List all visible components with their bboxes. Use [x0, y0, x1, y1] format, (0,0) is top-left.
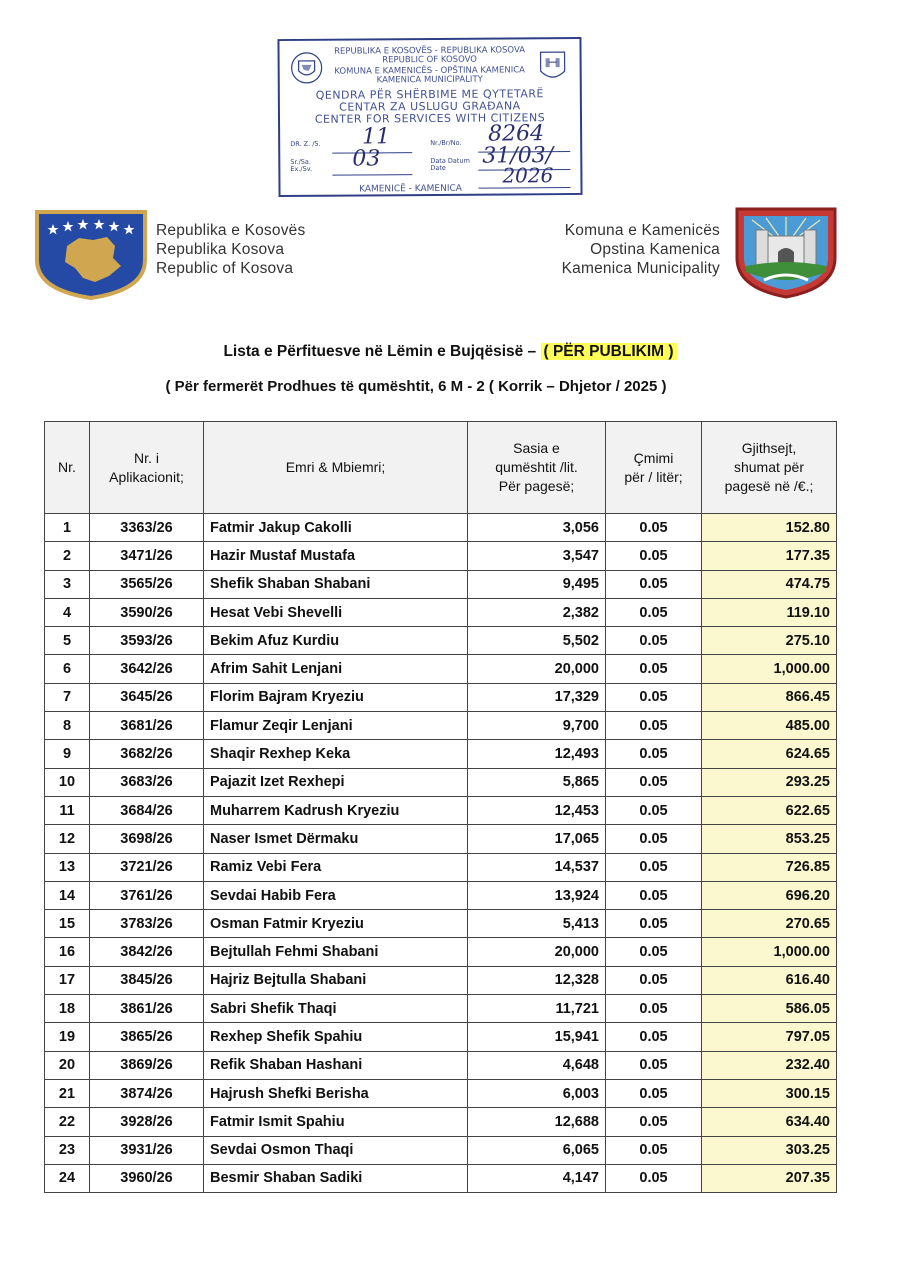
- cell-nr: 10: [45, 768, 90, 796]
- col-header-nr: Nr.: [45, 422, 90, 514]
- cell-quantity: 2,382: [468, 598, 606, 626]
- cell-name: Pajazit Izet Rexhepi: [204, 768, 468, 796]
- cell-nr: 16: [45, 938, 90, 966]
- table-row: [45, 598, 837, 626]
- cell-total: 1,000.00: [702, 938, 837, 966]
- cell-total: 622.65: [702, 796, 837, 824]
- cell-name: Rexhep Shefik Spahiu: [204, 1023, 468, 1051]
- cell-name: Ramiz Vebi Fera: [204, 853, 468, 881]
- cell-total: 270.65: [702, 910, 837, 938]
- cell-nr: 19: [45, 1023, 90, 1051]
- stamp-field4-label: Data Datum Date: [430, 156, 470, 172]
- stamp-text-line6: CENTAR ZA USLUGU GRAĐANA: [339, 99, 521, 114]
- cell-total: 1,000.00: [702, 655, 837, 683]
- table-row: [45, 655, 837, 683]
- table-row: [45, 1108, 837, 1136]
- table-row: [45, 740, 837, 768]
- header-right-line3: Kamenica Municipality: [561, 260, 720, 277]
- stamp-footer: KAMENICË - KAMENICA: [359, 183, 462, 195]
- cell-quantity: 6,065: [468, 1136, 606, 1164]
- cell-application-nr: 3593/26: [90, 627, 204, 655]
- cell-name: Sevdai Habib Fera: [204, 881, 468, 909]
- cell-total: 300.15: [702, 1079, 837, 1107]
- cell-total: 303.25: [702, 1136, 837, 1164]
- cell-price: 0.05: [606, 1164, 702, 1192]
- cell-quantity: 14,537: [468, 853, 606, 881]
- table-row: [45, 570, 837, 598]
- cell-quantity: 6,003: [468, 1079, 606, 1107]
- cell-name: Hesat Vebi Shevelli: [204, 598, 468, 626]
- cell-nr: 4: [45, 598, 90, 626]
- cell-name: Shefik Shaban Shabani: [204, 570, 468, 598]
- table-row: [45, 1136, 837, 1164]
- table-row: [45, 966, 837, 994]
- cell-quantity: 9,700: [468, 712, 606, 740]
- cell-application-nr: 3861/26: [90, 995, 204, 1023]
- cell-application-nr: 3681/26: [90, 712, 204, 740]
- table-row: [45, 825, 837, 853]
- cell-application-nr: 3960/26: [90, 1164, 204, 1192]
- cell-name: Bejtullah Fehmi Shabani: [204, 938, 468, 966]
- cell-application-nr: 3869/26: [90, 1051, 204, 1079]
- cell-quantity: 11,721: [468, 995, 606, 1023]
- cell-quantity: 12,453: [468, 796, 606, 824]
- cell-quantity: 20,000: [468, 655, 606, 683]
- cell-total: 616.40: [702, 966, 837, 994]
- cell-total: 485.00: [702, 712, 837, 740]
- kamenica-coat-of-arms-icon: [734, 206, 838, 300]
- cell-nr: 21: [45, 1079, 90, 1107]
- cell-nr: 24: [45, 1164, 90, 1192]
- header-left-line1: Republika e Kosovës: [156, 222, 306, 239]
- header-right-municipality: [562, 221, 720, 278]
- cell-nr: 2: [45, 542, 90, 570]
- cell-nr: 15: [45, 910, 90, 938]
- cell-total: 232.40: [702, 1051, 837, 1079]
- cell-nr: 5: [45, 627, 90, 655]
- cell-quantity: 17,065: [468, 825, 606, 853]
- stamp-field1-value: 11: [362, 124, 391, 150]
- cell-quantity: 20,000: [468, 938, 606, 966]
- cell-name: Bekim Afuz Kurdiu: [204, 627, 468, 655]
- cell-price: 0.05: [606, 712, 702, 740]
- cell-nr: 3: [45, 570, 90, 598]
- cell-price: 0.05: [606, 853, 702, 881]
- cell-name: Sabri Shefik Thaqi: [204, 995, 468, 1023]
- cell-name: Flamur Zeqir Lenjani: [204, 712, 468, 740]
- col-header-price: Çmimi për / litër;: [606, 422, 702, 514]
- table-row: [45, 1023, 837, 1051]
- cell-application-nr: 3683/26: [90, 768, 204, 796]
- cell-nr: 17: [45, 966, 90, 994]
- cell-name: Naser Ismet Dërmaku: [204, 825, 468, 853]
- cell-application-nr: 3642/26: [90, 655, 204, 683]
- table-row: [45, 881, 837, 909]
- table-row: [45, 514, 837, 542]
- stamp-text-line2: REPUBLIC OF KOSOVO: [382, 54, 477, 66]
- header-left-country: [156, 221, 305, 278]
- stamp-field2-label: Nr./Br/No.: [430, 138, 462, 147]
- cell-total: 275.10: [702, 627, 837, 655]
- cell-quantity: 17,329: [468, 683, 606, 711]
- document-subtitle: ( Për fermerët Prodhues të qumështit, 6 M - 2 ( Korrik – Dhjetor / 2025 ): [165, 378, 667, 395]
- cell-price: 0.05: [606, 1051, 702, 1079]
- cell-quantity: 4,648: [468, 1051, 606, 1079]
- cell-quantity: 12,688: [468, 1108, 606, 1136]
- table-row: [45, 853, 837, 881]
- cell-price: 0.05: [606, 1079, 702, 1107]
- table-row: [45, 1079, 837, 1107]
- table-row: [45, 712, 837, 740]
- cell-application-nr: 3842/26: [90, 938, 204, 966]
- cell-name: Fatmir Jakup Cakolli: [204, 514, 468, 542]
- cell-name: Hajriz Bejtulla Shabani: [204, 966, 468, 994]
- col-header-quantity: Sasia e qumështit /lit. Për pagesë;: [468, 422, 606, 514]
- cell-price: 0.05: [606, 966, 702, 994]
- cell-price: 0.05: [606, 598, 702, 626]
- header-left-line3: Republic of Kosova: [156, 260, 294, 277]
- cell-total: 634.40: [702, 1108, 837, 1136]
- stamp-text-line4: KAMENICA MUNICIPALITY: [376, 74, 483, 86]
- stamp-field4-value: 31/03/: [482, 143, 554, 169]
- cell-application-nr: 3845/26: [90, 966, 204, 994]
- cell-application-nr: 3761/26: [90, 881, 204, 909]
- cell-application-nr: 3698/26: [90, 825, 204, 853]
- cell-quantity: 12,493: [468, 740, 606, 768]
- cell-total: 726.85: [702, 853, 837, 881]
- cell-name: Hajrush Shefki Berisha: [204, 1079, 468, 1107]
- cell-price: 0.05: [606, 995, 702, 1023]
- table-row: [45, 768, 837, 796]
- cell-total: 177.35: [702, 542, 837, 570]
- cell-nr: 12: [45, 825, 90, 853]
- cell-total: 696.20: [702, 881, 837, 909]
- table-row: [45, 995, 837, 1023]
- cell-price: 0.05: [606, 881, 702, 909]
- cell-quantity: 13,924: [468, 881, 606, 909]
- cell-name: Fatmir Ismit Spahiu: [204, 1108, 468, 1136]
- cell-name: Osman Fatmir Kryeziu: [204, 910, 468, 938]
- cell-application-nr: 3931/26: [90, 1136, 204, 1164]
- cell-quantity: 3,056: [468, 514, 606, 542]
- cell-quantity: 3,547: [468, 542, 606, 570]
- cell-name: Refik Shaban Hashani: [204, 1051, 468, 1079]
- cell-application-nr: 3645/26: [90, 683, 204, 711]
- table-header-row: [45, 422, 837, 514]
- cell-name: Florim Bajram Kryeziu: [204, 683, 468, 711]
- cell-name: Afrim Sahit Lenjani: [204, 655, 468, 683]
- stamp-field3-value: 03: [352, 146, 381, 172]
- cell-application-nr: 3928/26: [90, 1108, 204, 1136]
- cell-price: 0.05: [606, 655, 702, 683]
- beneficiaries-table: [44, 421, 837, 1193]
- cell-application-nr: 3682/26: [90, 740, 204, 768]
- col-header-application-nr: Nr. i Aplikacionit;: [90, 422, 204, 514]
- cell-quantity: 4,147: [468, 1164, 606, 1192]
- stamp-field3-label: Sr./Sa. Ex./Sv.: [290, 157, 313, 173]
- cell-nr: 6: [45, 655, 90, 683]
- cell-total: 797.05: [702, 1023, 837, 1051]
- cell-nr: 13: [45, 853, 90, 881]
- cell-application-nr: 3721/26: [90, 853, 204, 881]
- table-row: [45, 1051, 837, 1079]
- cell-application-nr: 3865/26: [90, 1023, 204, 1051]
- document-title-main: Lista e Përfituesve në Lëmin e Bujqësisë –: [223, 343, 537, 360]
- cell-application-nr: 3471/26: [90, 542, 204, 570]
- col-header-name: Emri & Mbiemri;: [204, 422, 468, 514]
- cell-application-nr: 3783/26: [90, 910, 204, 938]
- cell-application-nr: 3590/26: [90, 598, 204, 626]
- cell-price: 0.05: [606, 1108, 702, 1136]
- cell-price: 0.05: [606, 1023, 702, 1051]
- cell-price: 0.05: [606, 542, 702, 570]
- cell-price: 0.05: [606, 938, 702, 966]
- cell-application-nr: 3363/26: [90, 514, 204, 542]
- cell-price: 0.05: [606, 740, 702, 768]
- cell-price: 0.05: [606, 627, 702, 655]
- cell-price: 0.05: [606, 1136, 702, 1164]
- cell-quantity: 15,941: [468, 1023, 606, 1051]
- cell-nr: 20: [45, 1051, 90, 1079]
- cell-price: 0.05: [606, 768, 702, 796]
- cell-nr: 23: [45, 1136, 90, 1164]
- cell-nr: 9: [45, 740, 90, 768]
- cell-nr: 18: [45, 995, 90, 1023]
- header-right-line1: Komuna e Kamenicës: [564, 222, 720, 239]
- stamp-text-line7: CENTER FOR SERVICES WITH CITIZENS: [314, 111, 546, 126]
- stamp-field5-value: 2026: [502, 163, 554, 188]
- cell-nr: 8: [45, 712, 90, 740]
- cell-total: 474.75: [702, 570, 837, 598]
- header-left-line2: Republika Kosova: [156, 241, 285, 258]
- cell-quantity: 9,495: [468, 570, 606, 598]
- cell-name: Sevdai Osmon Thaqi: [204, 1136, 468, 1164]
- cell-nr: 1: [45, 514, 90, 542]
- cell-total: 586.05: [702, 995, 837, 1023]
- table-row: [45, 1164, 837, 1192]
- table-row: [45, 542, 837, 570]
- cell-total: 293.25: [702, 768, 837, 796]
- kosovo-coat-of-arms-icon: [35, 210, 147, 300]
- col-header-total: Gjithsejt, shumat për pagesë në /€.;: [702, 422, 837, 514]
- cell-price: 0.05: [606, 825, 702, 853]
- cell-name: Hazir Mustaf Mustafa: [204, 542, 468, 570]
- cell-price: 0.05: [606, 910, 702, 938]
- table-row: [45, 910, 837, 938]
- cell-application-nr: 3684/26: [90, 796, 204, 824]
- header-right-line2: Opstina Kamenica: [590, 241, 720, 258]
- cell-price: 0.05: [606, 796, 702, 824]
- stamp-text-line1: REPUBLIKA E KOSOVËS - REPUBLIKA KOSOVA: [334, 45, 526, 57]
- document-title: [0, 343, 900, 361]
- publication-highlight: ( PËR PUBLIKIM ): [541, 343, 677, 360]
- cell-price: 0.05: [606, 514, 702, 542]
- cell-name: Muharrem Kadrush Kryeziu: [204, 796, 468, 824]
- stamp-text-line3: KOMUNA E KAMENICËS - OPŠTINA KAMENICA: [334, 65, 526, 77]
- stamp-field1-label: DR. Z. /S.: [290, 139, 321, 148]
- cell-total: 866.45: [702, 683, 837, 711]
- cell-name: Shaqir Rexhep Keka: [204, 740, 468, 768]
- cell-quantity: 5,502: [468, 627, 606, 655]
- cell-nr: 7: [45, 683, 90, 711]
- cell-total: 853.25: [702, 825, 837, 853]
- cell-quantity: 12,328: [468, 966, 606, 994]
- table-row: [45, 627, 837, 655]
- cell-nr: 11: [45, 796, 90, 824]
- table-row: [45, 796, 837, 824]
- cell-total: 207.35: [702, 1164, 837, 1192]
- cell-quantity: 5,865: [468, 768, 606, 796]
- cell-nr: 22: [45, 1108, 90, 1136]
- cell-total: 624.65: [702, 740, 837, 768]
- cell-price: 0.05: [606, 683, 702, 711]
- cell-total: 152.80: [702, 514, 837, 542]
- cell-quantity: 5,413: [468, 910, 606, 938]
- cell-application-nr: 3874/26: [90, 1079, 204, 1107]
- table-row: [45, 683, 837, 711]
- cell-price: 0.05: [606, 570, 702, 598]
- cell-name: Besmir Shaban Sadiki: [204, 1164, 468, 1192]
- cell-application-nr: 3565/26: [90, 570, 204, 598]
- stamp-field2-value: 8264: [488, 121, 545, 147]
- stamp-text-line5: QENDRA PËR SHËRBIME ME QYTETARË: [315, 87, 545, 102]
- table-row: [45, 938, 837, 966]
- cell-nr: 14: [45, 881, 90, 909]
- official-stamp: [277, 37, 582, 197]
- cell-total: 119.10: [702, 598, 837, 626]
